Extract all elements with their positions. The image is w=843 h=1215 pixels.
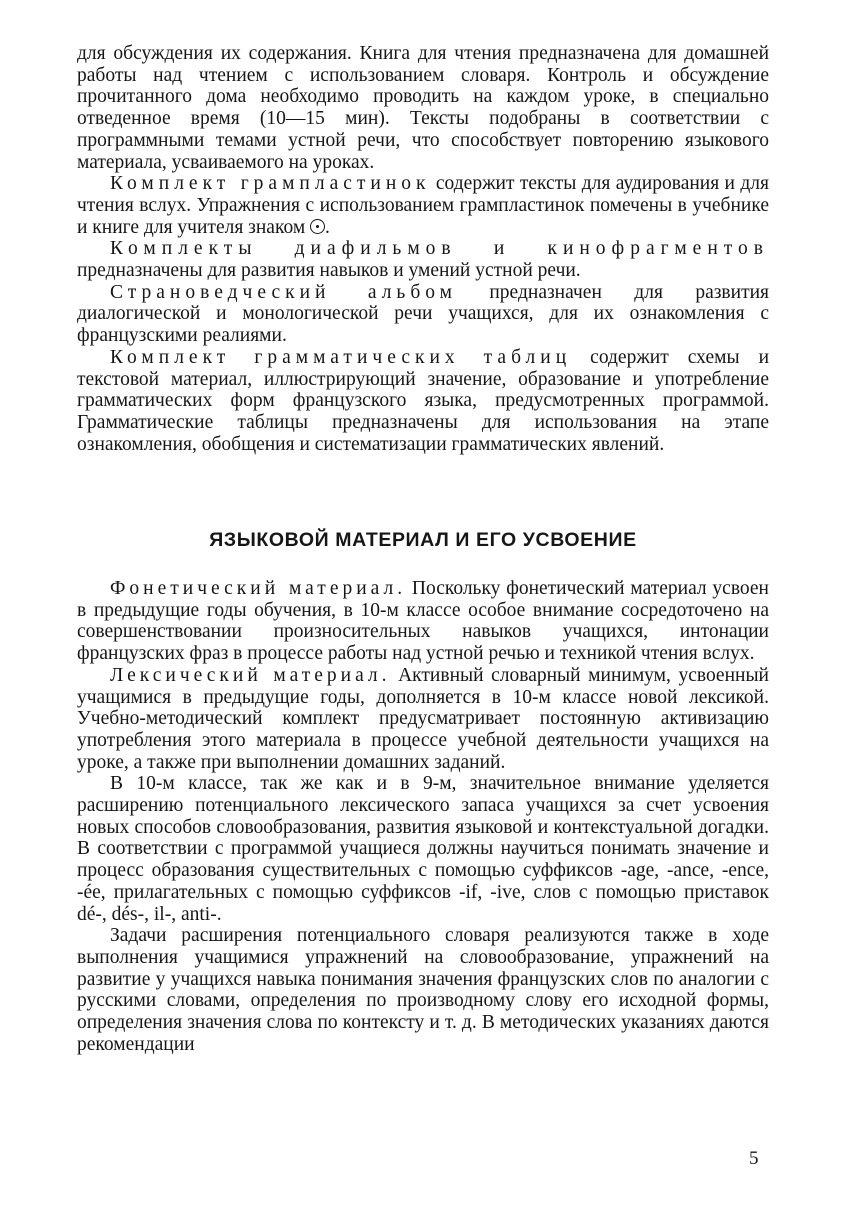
paragraph-records xyxy=(77,173,769,238)
term-lexical: Лексический материал. xyxy=(110,664,391,686)
records-end: . xyxy=(325,216,330,238)
section-heading-wrap xyxy=(77,529,769,552)
paragraph-filmstrips xyxy=(77,238,769,281)
term-filmstrips: Комплекты диафильмов и кинофрагментов xyxy=(110,238,769,260)
term-records: Комплект грампластинок xyxy=(110,173,431,195)
gramophone-record-icon xyxy=(310,219,325,234)
phonetic-text: Поскольку фонетический материал усвоен в предыдущие годы обучения, в 10-м классе особое внимание сосредоточено на совершенствовании произносительных навыков учащихся, интонации французских фраз в процессе работы над устной речью и техникой чтения вслух. xyxy=(77,578,769,665)
materials-section xyxy=(77,43,769,455)
term-album: Страноведческий альбом xyxy=(110,281,457,303)
paragraph-phonetic xyxy=(77,578,769,665)
paragraph-word-formation: В 10-м классе, так же как и в 9-м, значительное внимание уделяется расширению потенциального лексического запаса учащихся за счет усвоения новых способов словообразования, развития языковой и контекстуальной догадки. В соответствии с программой учащиеся должны научиться понимать значение и процесс образования существительных с помощью суффиксов -age, -ance, -ence, -ée, прилагательных с помощью суффиксов -if, -ive, слов с помощью приставок dé-, dés-, il-, anti-. xyxy=(77,773,769,925)
paragraph-album xyxy=(77,282,769,347)
filmstrips-text: предназначены для развития навыков и умений устной речи. xyxy=(77,260,581,282)
album-text: предназначен для развития диалогической и монологической речи учащихся, для их ознакомления с французскими реалиями. xyxy=(77,281,769,347)
section-heading: ЯЗЫКОВОЙ МАТЕРИАЛ И ЕГО УСВОЕНИЕ xyxy=(209,529,637,551)
paragraph-lexical xyxy=(77,665,769,774)
records-text: содержит тексты для аудирования и для чтения вслух. Упражнения с использованием грампластинок помечены в учебнике и книге для учителя знаком xyxy=(77,173,769,238)
grammar-tables-text: содержит схемы и текстовой материал, иллюстрирующий значение, образование и употребление грамматических форм французского языка, предусмотренных программой. Грамматические таблицы предназначены для использования на этапе ознакомления, обобщения и систематизации грамматических явлений. xyxy=(77,346,770,455)
term-phonetic: Фонетический материал. xyxy=(110,578,407,599)
paragraph-grammar-tables xyxy=(77,347,769,456)
page-content xyxy=(77,43,770,1055)
language-material-section xyxy=(77,578,769,1055)
term-grammar-tables: Комплект грамматических таблиц xyxy=(110,346,572,368)
lexical-text: Активный словарный минимум, усвоенный учащимися в предыдущие годы, дополняется в 10-м классе новой лексикой. Учебно-методический комплект предусматривает постоянную активизацию употребления этого материала в процессе учебной деятельности учащихся на уроке, а также при выполнении домашних заданий. xyxy=(77,664,769,773)
paragraph-vocabulary-tasks: Задачи расширения потенциального словаря реализуются также в ходе выполнения учащимися упражнений на словообразование, упражнений на развитие у учащихся навыка понимания значения французских слов по аналогии с русскими словами, определения по производному слову его исходной формы, определения значения слова по контексту и т. д. В методических указаниях даются рекомендации xyxy=(77,925,769,1055)
page-number: 5 xyxy=(749,1148,759,1169)
paragraph-reading-book: для обсуждения их содержания. Книга для чтения предназначена для домашней работы над чтением с использованием словаря. Контроль и обсуждение прочитанного дома необходимо проводить на каждом уроке, в специально отведенное время (10—15 мин). Тексты подобраны в соответствии с программными темами устной речи, что способствует повторению языкового материала, усваиваемого на уроках. xyxy=(77,43,769,173)
